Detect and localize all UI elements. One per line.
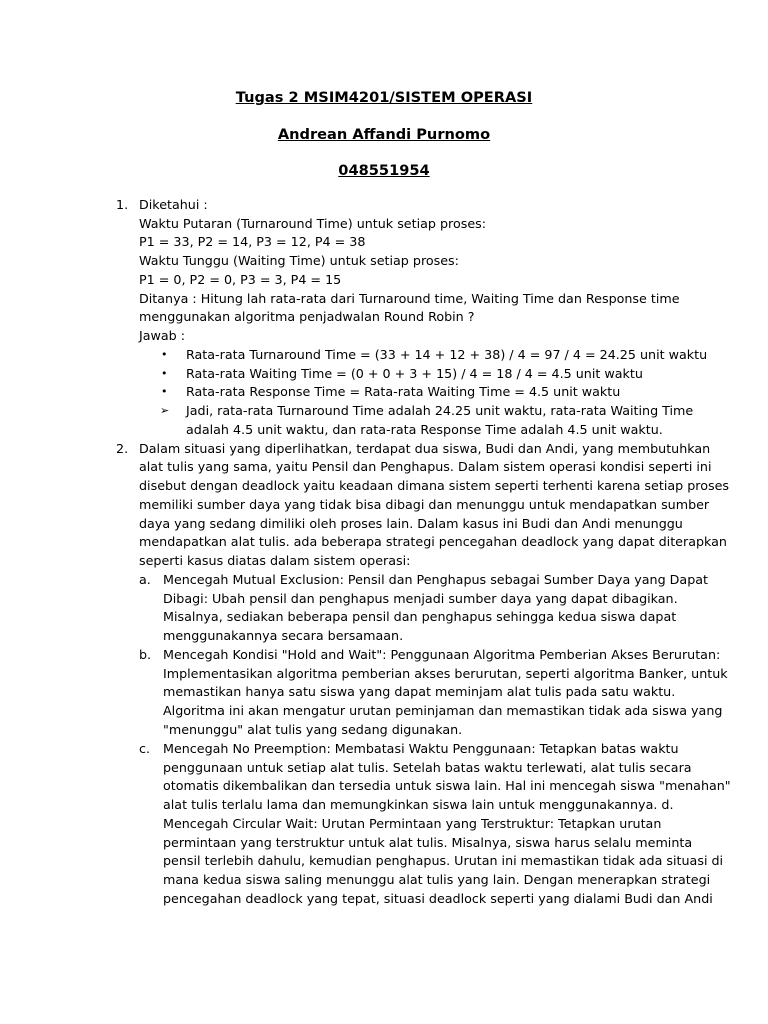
question-number: 1.	[116, 197, 129, 212]
list-item-line: pencegahan deadlock yang tepat, situasi deadlock seperti yang dialami Budi dan Andi	[163, 891, 713, 906]
text-line: Jawab :	[139, 328, 186, 343]
list-item-line: Mencegah No Preemption: Membatasi Waktu Penggunaan: Tetapkan batas waktu	[163, 741, 679, 756]
student-id: 048551954	[338, 162, 430, 179]
list-item-line: alat tulis terlalu lama dan memungkinkan siswa lain untuk menggunakannya. d.	[163, 797, 674, 812]
list-item-line: "menunggu" alat tulis yang sedang digunakan.	[163, 722, 463, 737]
arrow-bullet-icon: ➢	[160, 404, 170, 417]
list-item-line: otomatis dikembalikan dan tersedia untuk siswa lain. Hal ini mencegah siswa "menahan"	[163, 778, 731, 793]
bullet-item: Rata-rata Turnaround Time = (33 + 14 + 12 + 38) / 4 = 97 / 4 = 24.25 unit waktu	[186, 347, 708, 362]
list-item-line: Mencegah Circular Wait: Urutan Permintaan yang Terstruktur: Tetapkan urutan	[163, 816, 662, 831]
list-item-line: memastikan hanya satu siswa yang dapat meminjam alat tulis pada satu waktu.	[163, 684, 676, 699]
list-marker: c.	[139, 741, 151, 756]
text-line: memiliki sumber daya yang tidak bisa dibagi dan menunggu untuk mendapatkan sumber	[139, 497, 710, 512]
text-line: daya yang sedang dimiliki oleh proses lain. Dalam kasus ini Budi dan Andi menunggu	[139, 516, 683, 531]
author-name: Andrean Affandi Purnomo	[277, 126, 491, 143]
text-line: P1 = 33, P2 = 14, P3 = 12, P4 = 38	[139, 234, 366, 249]
text-line: disebut dengan deadlock yaitu keadaan dimana sistem seperti terhenti karena setiap proses	[139, 478, 729, 493]
list-item-line: Implementasikan algoritma pemberian akses berurutan, seperti algoritma Banker, untuk	[163, 666, 728, 681]
text-line: mendapatkan alat tulis. ada beberapa strategi pencegahan deadlock yang dapat diterapkan	[139, 534, 727, 549]
bullet-icon: •	[161, 385, 168, 398]
list-item-line: Algoritma ini akan mengatur urutan peminjaman dan memastikan tidak ada siswa yang	[163, 703, 723, 718]
text-line: Dalam situasi yang diperlihatkan, terdapat dua siswa, Budi dan Andi, yang membutuhkan	[139, 441, 711, 456]
text-line: Waktu Putaran (Turnaround Time) untuk setiap proses:	[139, 216, 487, 231]
bullet-item: Rata-rata Response Time = Rata-rata Waiting Time = 4.5 unit waktu	[186, 384, 621, 399]
list-item-line: menggunakannya secara bersamaan.	[163, 628, 404, 643]
list-marker: a.	[139, 572, 151, 587]
text-line: Ditanya : Hitung lah rata-rata dari Turnaround time, Waiting Time dan Response time	[139, 291, 680, 306]
text-line: seperti kasus diatas dalam sistem operasi:	[139, 553, 411, 568]
list-item-line: pensil terlebih dahulu, kemudian penghapus. Urutan ini memastikan tidak ada situasi di	[163, 853, 724, 868]
list-item-line: Mencegah Mutual Exclusion: Pensil dan Penghapus sebagai Sumber Daya yang Dapat	[163, 572, 709, 587]
document-title: Tugas 2 MSIM4201/SISTEM OPERASI	[235, 89, 533, 106]
text-line: Diketahui :	[139, 197, 208, 212]
question-number: 2.	[116, 441, 129, 456]
text-line: alat tulis yang sama, yaitu Pensil dan Penghapus. Dalam sistem operasi kondisi seperti ini	[139, 459, 712, 474]
list-item-line: Misalnya, sediakan beberapa pensil dan penghapus sehingga kedua siswa dapat	[163, 609, 677, 624]
text-line: menggunakan algoritma penjadwalan Round Robin ?	[139, 309, 475, 324]
list-item-line: Dibagi: Ubah pensil dan penghapus menjadi sumber daya yang dapat dibagikan.	[163, 591, 678, 606]
list-item-line: mana kedua siswa saling menunggu alat tulis yang lain. Dengan menerapkan strategi	[163, 872, 711, 887]
conclusion-line: adalah 4.5 unit waktu, dan rata-rata Response Time adalah 4.5 unit waktu.	[186, 422, 663, 437]
list-item-line: permintaan yang terstruktur untuk alat tulis. Misalnya, siswa harus selalu meminta	[163, 835, 693, 850]
bullet-icon: •	[161, 367, 168, 380]
conclusion-line: Jadi, rata-rata Turnaround Time adalah 24.25 unit waktu, rata-rata Waiting Time	[186, 403, 694, 418]
text-line: P1 = 0, P2 = 0, P3 = 3, P4 = 15	[139, 272, 342, 287]
list-marker: b.	[139, 647, 152, 662]
bullet-item: Rata-rata Waiting Time = (0 + 0 + 3 + 15) / 4 = 18 / 4 = 4.5 unit waktu	[186, 366, 643, 381]
list-item-line: penggunaan untuk setiap alat tulis. Setelah batas waktu terlewati, alat tulis secara	[163, 760, 692, 775]
bullet-icon: •	[161, 348, 168, 361]
text-line: Waktu Tunggu (Waiting Time) untuk setiap proses:	[139, 253, 459, 268]
list-item-line: Mencegah Kondisi "Hold and Wait": Penggunaan Algoritma Pemberian Akses Berurutan:	[163, 647, 721, 662]
